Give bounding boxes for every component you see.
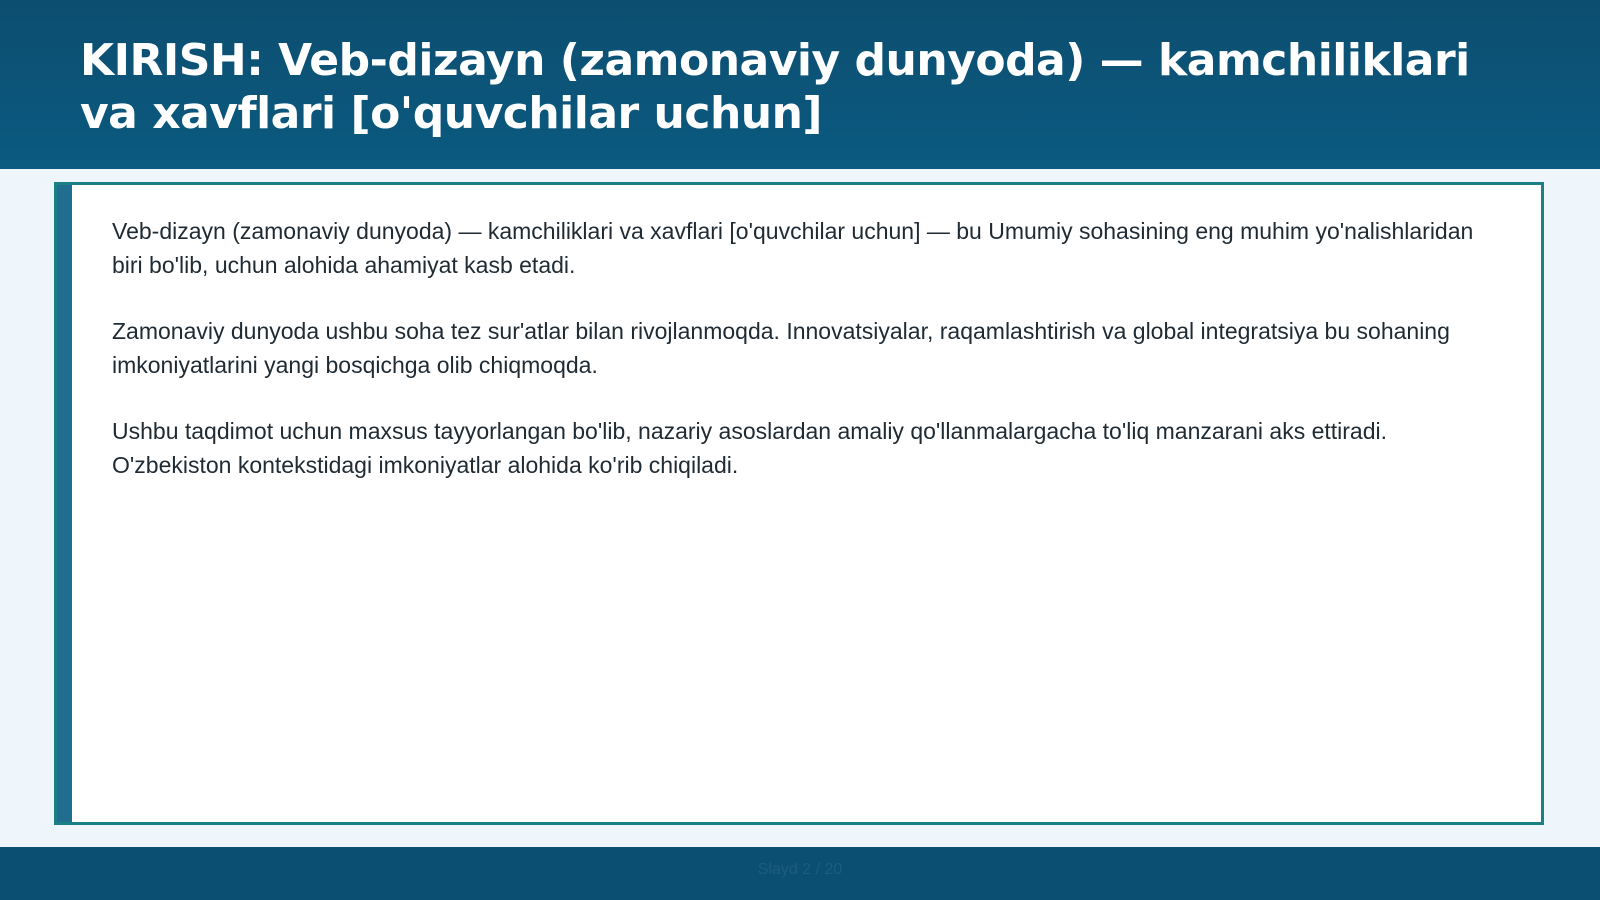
- presentation-paragraph: Ushbu taqdimot uchun maxsus tayyorlangan bo'lib, nazariy asoslardan amaliy qo'llanmalargacha to'liq manzarani aks ettiradi. O'zbekiston kontekstidagi imkoniyatlar alohida ko'rib chiqiladi.: [112, 418, 1388, 478]
- slide-number: Slayd 2 / 20: [757, 861, 843, 878]
- intro-paragraph: Veb-dizayn (zamonaviy dunyoda) — kamchiliklari va xavflari [o'quvchilar uchun] — bu Umumiy sohasining eng muhim yo'nalishlaridan biri bo'lib, uchun alohida ahamiyat kasb etadi.: [112, 218, 1474, 278]
- card-accent-bar: [57, 185, 72, 822]
- slide-footer: [0, 847, 1600, 900]
- slide-title: KIRISH: Veb-dizayn (zamonaviy dunyoda) — kamchiliklari va xavflari [o'quvchilar uchun]: [80, 35, 1470, 139]
- slide-header: [0, 0, 1600, 169]
- development-paragraph: Zamonaviy dunyoda ushbu soha tez sur'atlar bilan rivojlanmoqda. Innovatsiyalar, raqamlashtirish va global integratsiya bu sohaning imkoniyatlarini yangi bosqichga olib chiqmoqda.: [112, 318, 1450, 378]
- content-card: [54, 182, 1544, 825]
